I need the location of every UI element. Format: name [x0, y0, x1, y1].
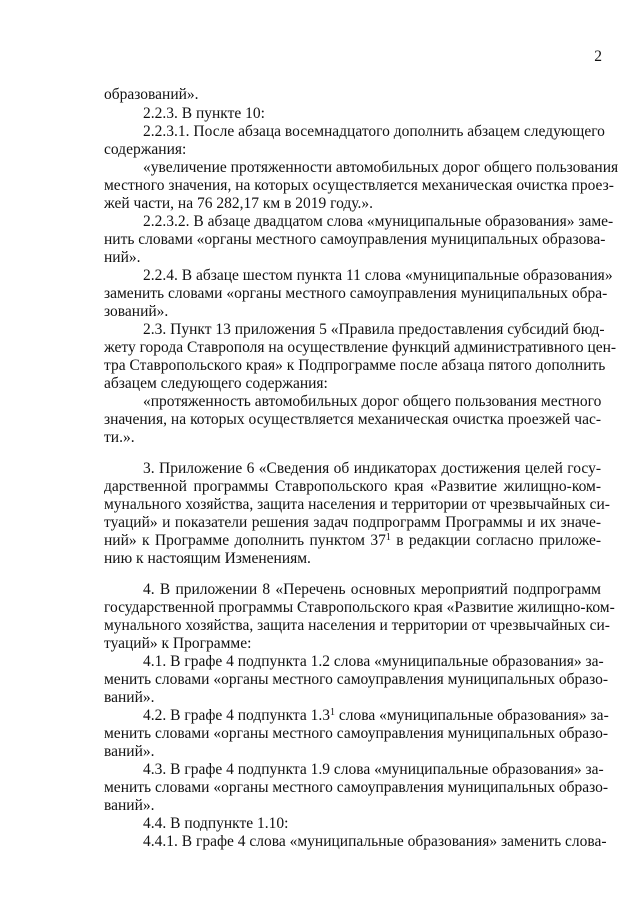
- text-line: [104, 514, 601, 532]
- text-line: [104, 285, 608, 303]
- text-line: [143, 581, 601, 599]
- text-line: [143, 321, 605, 339]
- text-line: [104, 797, 601, 815]
- text-line-content: заменить словами «органы местного самоуправления муниципальных обра-: [104, 285, 608, 302]
- text-line-content: «протяженность автомобильных дорог общего пользования местного: [143, 393, 602, 410]
- text-line-content: 2.2.3.2. В абзаце двадцатом слова «муниципальные образования» заме-: [143, 213, 614, 230]
- text-line-content: значения, на которых осуществляется механическая очистка проезжей час-: [104, 411, 601, 428]
- text-line: [104, 231, 606, 249]
- text-line: [104, 357, 606, 375]
- text-line: [104, 141, 601, 159]
- text-line-content: нить словами «органы местного самоуправления муниципальных образова-: [104, 231, 606, 248]
- text-line-content: ваний».: [104, 743, 155, 760]
- text-line-content: зований».: [104, 303, 169, 320]
- text-line: [143, 815, 601, 833]
- text-line: [104, 532, 601, 550]
- text-line-content: туаций» к Программе:: [104, 635, 252, 652]
- text-line: [104, 671, 609, 689]
- text-line: [143, 267, 613, 285]
- text-line-content: 2.2.3.1. После абзаца восемнадцатого дополнить абзацем следующего: [143, 123, 605, 140]
- text-line: [104, 496, 610, 514]
- text-line-content: ти.».: [104, 429, 135, 446]
- text-line-content: ний» к Программе дополнить пунктом 37: [104, 532, 386, 549]
- text-line-content: мунального хозяйства, защита населения и территории от чрезвычайных си-: [104, 617, 610, 634]
- text-line-content: 2.3. Пункт 13 приложения 5 «Правила предоставления субсидий бюд-: [143, 321, 605, 338]
- text-line: [143, 393, 601, 411]
- text-line: [104, 195, 601, 213]
- text-line: [104, 599, 615, 617]
- text-line-content: дарственной программы Ставропольского края «Развитие жилищно-ком-: [104, 478, 601, 495]
- text-line: [143, 833, 607, 851]
- text-line-content: 4.4.1. В графе 4 слова «муниципальные образования» заменить слова-: [143, 833, 607, 850]
- text-line: [143, 761, 604, 779]
- text-line-content: ваний».: [104, 689, 155, 706]
- text-line-content: 4. В приложении 8 «Перечень основных мероприятий подпрограмм: [143, 581, 601, 598]
- page-number: 2: [594, 48, 602, 65]
- text-line-content: тра Ставропольского края» к Подпрограмме после абзаца пятого дополнить: [104, 357, 606, 374]
- text-line-content: 3. Приложение 6 «Сведения об индикаторах достижения целей госу-: [143, 460, 601, 477]
- text-line: [104, 429, 601, 447]
- text-line: [143, 460, 601, 478]
- text-line: [104, 86, 601, 104]
- text-line-content: местного значения, на которых осуществляется механическая очистка проез-: [104, 177, 614, 194]
- text-line-content: жей части, на 76 282,17 км в 2019 году.».: [104, 195, 373, 212]
- text-line: [143, 653, 604, 671]
- text-line-content: менить словами «органы местного самоуправления муниципальных образо-: [104, 671, 609, 688]
- text-line: [104, 177, 614, 195]
- text-line-content: ний».: [104, 249, 141, 266]
- text-line-content: жету города Ставрополя на осуществление функций административного цен-: [104, 339, 617, 356]
- text-line-tail: в редакции согласно приложе-: [390, 532, 601, 549]
- text-line-content: государственной программы Ставропольского края «Развитие жилищно-ком-: [104, 599, 615, 616]
- text-line: [104, 779, 609, 797]
- text-line-content: 4.4. В подпункте 1.10:: [143, 815, 289, 832]
- text-line: [104, 725, 609, 743]
- superscript: 1: [385, 532, 391, 543]
- text-line: [104, 478, 601, 496]
- text-line-content: ваний».: [104, 797, 155, 814]
- text-line: [143, 159, 619, 177]
- text-line: [104, 743, 601, 761]
- text-line-tail: слова «муниципальные образования» за-: [335, 707, 609, 724]
- text-line: [104, 617, 610, 635]
- text-line-content: менить словами «органы местного самоуправления муниципальных образо-: [104, 725, 609, 742]
- text-line-content: 4.1. В графе 4 подпункта 1.2 слова «муниципальные образования» за-: [143, 653, 604, 670]
- text-line: [104, 303, 601, 321]
- text-line: [143, 213, 614, 231]
- text-line: [143, 105, 601, 123]
- text-line-content: содержания:: [104, 141, 187, 158]
- text-line: [143, 707, 609, 725]
- text-line: [104, 635, 601, 653]
- text-line-content: туаций» и показатели решения задач подпрограмм Программы и их значе-: [104, 514, 601, 531]
- text-line-content: 4.2. В графе 4 подпункта 1.3: [143, 707, 330, 724]
- text-line-content: образований».: [104, 86, 199, 103]
- text-line: [104, 339, 617, 357]
- text-line: [104, 375, 601, 393]
- text-line-content: «увеличение протяженности автомобильных дорог общего пользования: [143, 159, 619, 176]
- text-line-content: нию к настоящим Изменениям.: [104, 550, 311, 567]
- superscript: 1: [330, 707, 335, 718]
- text-line-content: абзацем следующего содержания:: [104, 375, 328, 392]
- text-line: [104, 249, 601, 267]
- text-line-content: 4.3. В графе 4 подпункта 1.9 слова «муниципальные образования» за-: [143, 761, 604, 778]
- text-line: [104, 411, 601, 429]
- text-line: [104, 550, 601, 568]
- text-line-content: 2.2.3. В пункте 10:: [143, 105, 265, 122]
- text-line: [143, 123, 605, 141]
- text-line: [104, 689, 601, 707]
- text-line-content: менить словами «органы местного самоуправления муниципальных образо-: [104, 779, 609, 796]
- text-line-content: 2.2.4. В абзаце шестом пункта 11 слова «муниципальные образования»: [143, 267, 613, 284]
- text-line-content: мунального хозяйства, защита населения и территории от чрезвычайных си-: [104, 496, 610, 513]
